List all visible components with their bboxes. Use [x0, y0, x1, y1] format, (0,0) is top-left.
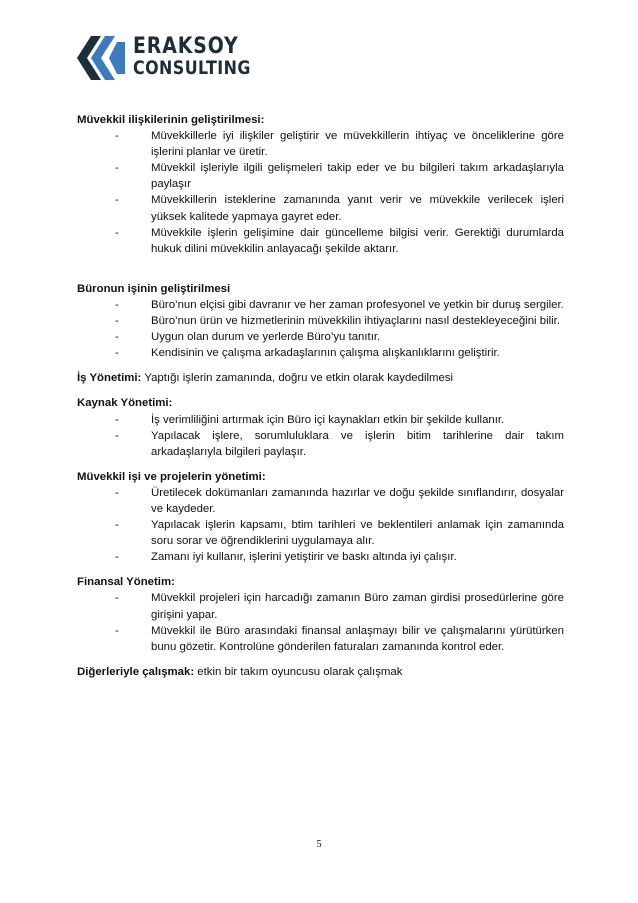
section-title: Kaynak Yönetimi: — [77, 397, 173, 410]
list-item-text: Müvekkillerle iyi ilişkiler geliştirir ve müvekkillerin ihtiyaç ve önceliklerine göre işlerini planlar ve üretir. — [151, 130, 564, 159]
list-item — [77, 412, 564, 428]
list-item — [77, 345, 564, 361]
list-item — [77, 623, 564, 655]
list-item-text: Müvekkil projeleri için harcadığı zamanın Büro zaman girdisi prosedürlerine göre girişini yapar. — [151, 592, 564, 621]
list-item — [77, 590, 564, 622]
list-item — [77, 313, 564, 329]
logo-line2: CONSULTING — [133, 58, 251, 79]
dash-marker: - — [115, 298, 119, 311]
section-text: etkin bir takım oyuncusu olarak çalışmak — [194, 665, 403, 678]
dash-marker: - — [115, 130, 119, 143]
section-financial-management — [77, 574, 564, 654]
list-item — [77, 160, 564, 192]
dash-marker: - — [115, 162, 119, 175]
list-item — [77, 192, 564, 224]
dash-marker: - — [115, 592, 119, 605]
bullet-list — [77, 297, 564, 361]
bullet-list — [77, 485, 564, 565]
dash-marker: - — [115, 315, 119, 328]
list-item-text: Kendisinin ve çalışma arkadaşlarının çalışma alışkanlıklarını geliştirir. — [151, 347, 500, 360]
list-item-text: Müvekkile işlerin gelişimine dair güncelleme bilgisi verir. Gerektiği durumlarda hukuk dilini müvekkilin anlayacağı şekilde aktarır. — [151, 226, 564, 255]
list-item-text: İş verimliliğini artırmak için Büro içi kaynakları etkin bir şekilde kullanır. — [151, 413, 505, 426]
dash-marker: - — [115, 347, 119, 360]
dash-marker: - — [115, 551, 119, 564]
list-item-text: Yapılacak işlere, sorumluluklara ve işlerin bitim tarihlerine dair takım arkadaşlarıyla bilgileri paylaşır. — [151, 429, 564, 458]
dash-marker: - — [115, 429, 119, 442]
section-resource-management — [77, 395, 564, 459]
list-item — [77, 549, 564, 565]
dash-marker: - — [115, 486, 119, 499]
section-business-development — [77, 281, 564, 361]
section-work-management — [77, 370, 564, 386]
list-item-text: Üretilecek dokümanları zamanında hazırlar ve doğu şekilde sınıflandırır, dosyalar ve kaydeder. — [151, 486, 564, 515]
list-item-text: Müvekkillerin isteklerine zamanında yanıt verir ve müvekkile verilecek işleri yüksek kalitede yapmaya gayret eder. — [151, 194, 564, 223]
list-item — [77, 428, 564, 460]
logo-line1: ERAKSOY — [133, 34, 239, 59]
company-logo — [77, 34, 251, 86]
list-item — [77, 128, 564, 160]
list-item — [77, 225, 564, 257]
section-project-management — [77, 469, 564, 566]
list-item — [77, 329, 564, 345]
dash-marker: - — [115, 331, 119, 344]
list-item-text: Müvekkil işleriyle ilgili gelişmeleri takip eder ve bu bilgileri takım arkadaşlarıyla paylaşır — [151, 162, 564, 191]
logo-wordmark — [133, 36, 270, 79]
list-item — [77, 485, 564, 517]
logo-chevron-icon — [77, 34, 125, 82]
section-title: Diğerleriyle çalışmak: — [77, 665, 195, 678]
section-title: Büronun işinin geliştirilmesi — [77, 282, 231, 295]
section-title: İş Yönetimi: — [77, 372, 142, 385]
section-title: Finansal Yönetim: — [77, 576, 175, 589]
dash-marker: - — [115, 194, 119, 207]
dash-marker: - — [115, 413, 119, 426]
bullet-list — [77, 590, 564, 654]
list-item-text: Zamanı iyi kullanır, işlerini yetiştirir ve baskı altında iyi çalışır. — [151, 551, 457, 564]
list-item — [77, 297, 564, 313]
list-item-text: Uygun olan durum ve yerlerde Büro’yu tanıtır. — [151, 331, 381, 344]
page-number: 5 — [316, 839, 322, 850]
section-text: Yaptığı işlerin zamanında, doğru ve etkin olarak kaydedilmesi — [141, 372, 454, 385]
bullet-list — [77, 412, 564, 460]
dash-marker: - — [115, 519, 119, 532]
list-item-text: Büro’nun elçisi gibi davranır ve her zaman profesyonel ve yetkin bir duruş sergiler. — [151, 298, 564, 311]
bullet-list — [77, 128, 564, 257]
dash-marker: - — [115, 624, 119, 637]
section-teamwork — [77, 664, 564, 680]
dash-marker: - — [115, 226, 119, 239]
section-title: Müvekkil ilişkilerinin geliştirilmesi: — [77, 114, 265, 126]
list-item-text: Müvekkil ile Büro arasındaki finansal anlaşmayı bilir ve çalışmalarını yürütürken bunu gözetir. Kontrolüne gönderilen faturaları zamanında kontrol eder. — [151, 624, 564, 653]
list-item — [77, 517, 564, 549]
document-body — [77, 112, 564, 680]
section-title: Müvekkil işi ve projelerin yönetimi: — [77, 470, 266, 483]
list-item-text: Büro’nun ürün ve hizmetlerinin müvekkilin ihtiyaçlarını nasıl destekleyeceğini bilir. — [151, 315, 560, 328]
section-client-relations — [77, 112, 564, 257]
list-item-text: Yapılacak işlerin kapsamı, btim tarihleri ve beklentileri anlamak için zamanında soru sorar ve öğrendiklerini uygulamaya alır. — [151, 519, 564, 548]
